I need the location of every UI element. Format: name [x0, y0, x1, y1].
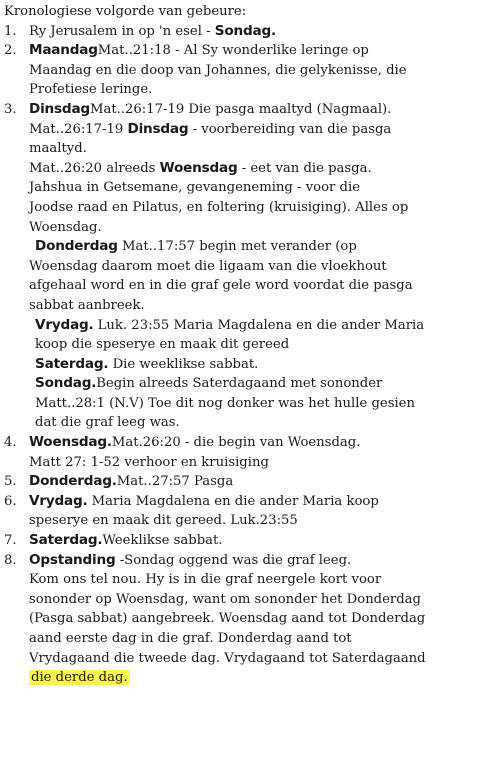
item-text: Joodse raad en Pilatus, en foltering (kruisiging). Alles op [29, 199, 409, 215]
item-bold: Vrydag. [35, 316, 94, 333]
item-number: 5. [4, 474, 17, 490]
list-item-1 [4, 22, 500, 42]
item-text: Maandag en die doop van Johannes, die gelykenisse, die [29, 62, 407, 78]
item-text: sononder op Woensdag, want om sononder het Donderdag [29, 591, 421, 607]
item-bold: Woensdag [159, 159, 238, 176]
item-bold: Donderdag. [29, 473, 117, 490]
item-text: Mat..26:20 alreeds [29, 160, 160, 176]
list-item-2 [4, 41, 500, 100]
list-item-3 [4, 100, 500, 433]
item-bold: Opstanding [29, 551, 116, 568]
list-item-7 [4, 531, 500, 551]
item-text: Kom ons tel nou. Hy is in die graf neergele kort voor [29, 572, 382, 588]
item-text: - eet van die pasga. [237, 160, 372, 176]
item-text: Mat..21:18 - Al Sy wonderlike leringe op [97, 43, 369, 59]
item-text: (Pasga sabbat) aangebreek. Woensdag aand tot Donderdag [29, 611, 426, 627]
item-text: Matt 27: 1-52 verhoor en kruisiging [29, 454, 269, 470]
highlighted-text: die derde dag. [31, 670, 128, 686]
item-number: 8. [4, 552, 17, 568]
item-bold: Vrydag. [29, 492, 88, 509]
item-text: Ry Jerusalem in op 'n esel - [29, 23, 215, 39]
item-number: 2. [4, 43, 17, 59]
item-text: Die weeklikse sabbat. [108, 356, 259, 372]
heading: Kronologiese volgorde van gebeure: [4, 4, 247, 19]
item-number: 6. [4, 493, 17, 509]
item-text: Mat..27:57 Pasga [116, 474, 234, 490]
item-bold: Saterdag. [29, 532, 103, 549]
item-text: - voorbereiding van die pasga [188, 121, 392, 137]
item-bold: Sondag. [214, 22, 277, 39]
item-bold: Dinsdag [127, 120, 189, 137]
item-text: maaltyd. [29, 141, 87, 157]
item-text: -Sondag oggend was die graf leeg. [115, 552, 352, 568]
list-item-5 [4, 472, 500, 492]
item-text: aand eerste dag in die graf. Donderdag aand tot [29, 631, 352, 646]
item-text: Mat.26:20 - die begin van Woensdag. [111, 435, 361, 451]
item-text: sabbat aanbreek. [29, 297, 145, 313]
item-text: Begin alreeds Saterdagaand met sononder [96, 376, 383, 392]
item-bold: Dinsdag [29, 100, 90, 117]
item-bold: Maandag [29, 42, 98, 59]
item-text: Luk. 23:55 Maria Magdalena en die ander Maria [93, 317, 425, 333]
list-item-6 [4, 492, 500, 531]
item-number: 7. [4, 533, 17, 549]
item-number: 1. [4, 23, 17, 39]
item-bold: Woensdag. [29, 434, 112, 451]
item-text: Woensdag. [29, 219, 102, 235]
item-number: 3. [4, 101, 17, 117]
item-number: 4. [4, 435, 17, 451]
item-text: Mat..17:57 begin met verander (op [117, 239, 357, 255]
item-text: koop die speserye en maak dit gereed [35, 337, 290, 353]
item-text: afgehaal word en in die graf gele word voordat die pasga [29, 278, 413, 294]
item-text: dat die graf leeg was. [35, 415, 180, 431]
item-text: Jahshua in Getsemane, gevangeneming - voor die [29, 180, 360, 196]
item-text: speserye en maak dit gereed. Luk.23:55 [29, 513, 298, 529]
list-item-8 [4, 551, 500, 688]
item-text: Maria Magdalena en die ander Maria koop [87, 493, 379, 509]
item-text: Mat..26:17-19 [29, 121, 128, 137]
item-text: Matt..28:1 (N.V) Toe dit nog donker was het hulle gesien [35, 395, 415, 411]
item-bold: Saterdag. [35, 355, 109, 372]
item-text: Vrydagaand die tweede dag. Vrydagaand tot Saterdagaand [29, 650, 426, 666]
list-item-4 [4, 433, 500, 472]
item-bold: Sondag. [35, 375, 97, 392]
item-text: Profetiese leringe. [29, 82, 153, 98]
item-bold: Donderdag [35, 238, 118, 255]
item-text: Woensdag daarom moet die ligaam van die vloekhout [29, 258, 387, 274]
item-text: Mat..26:17-19 Die pasga maaltyd (Nagmaal). [89, 101, 392, 117]
item-text: Weeklikse sabbat. [102, 533, 223, 549]
